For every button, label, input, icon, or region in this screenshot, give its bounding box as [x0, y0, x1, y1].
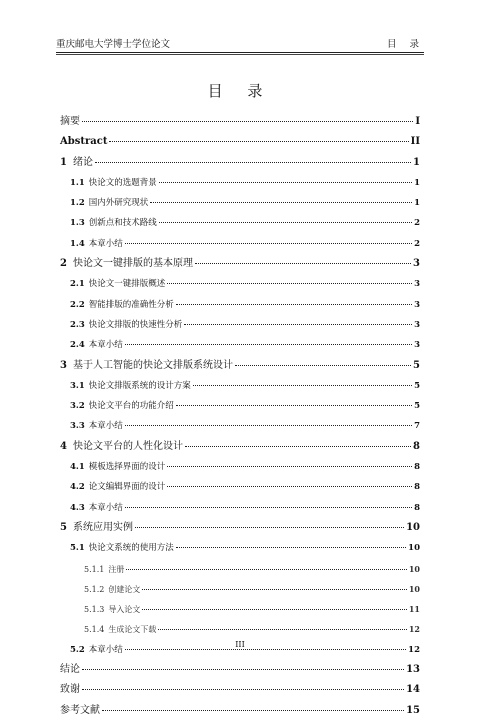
toc-entry-text: 系统应用实例	[72, 521, 133, 533]
toc-entry-label	[84, 600, 140, 620]
toc-entry-text: 注册	[108, 564, 125, 574]
toc-dot-leader	[142, 609, 407, 610]
page-title: 目 录	[207, 82, 273, 100]
toc-entry-label	[70, 193, 148, 213]
toc-entry-number: 3.3	[70, 421, 85, 432]
toc-entry-label	[70, 173, 157, 193]
toc-entry-number: 1.2	[70, 198, 85, 209]
toc-entry-label	[70, 457, 165, 477]
header-rule-thin	[56, 54, 424, 55]
toc-dot-leader	[195, 263, 411, 264]
toc-entry-text: 创建论文	[108, 584, 141, 594]
toc-dot-leader	[135, 527, 404, 528]
toc-entry-label	[70, 416, 123, 436]
toc-entry-number: 5.2	[70, 644, 85, 655]
toc-entry[interactable]	[60, 213, 420, 233]
toc-entry-label	[70, 315, 182, 335]
toc-entry-page: 13	[406, 664, 420, 676]
toc-entry-text: 本章小结	[88, 644, 123, 655]
running-header	[56, 36, 424, 50]
toc-dot-leader	[125, 507, 412, 508]
toc-entry-page: 3	[414, 279, 420, 290]
toc-dot-leader	[159, 222, 412, 223]
toc-entry-label	[60, 112, 80, 132]
toc-entry-text: Abstract	[60, 136, 108, 148]
toc-entry-number: 4.3	[70, 502, 85, 513]
toc-dot-leader	[235, 365, 411, 366]
toc-dot-leader	[158, 629, 407, 630]
toc-entry-text: 快论文排版系统的设计方案	[88, 380, 191, 391]
toc-dot-leader	[82, 669, 404, 670]
toc-entry-text: 快论文的选题背景	[88, 177, 157, 188]
toc-entry-text: 模板选择界面的设计	[88, 462, 166, 473]
toc-entry-page: 2	[414, 238, 420, 249]
toc-entry-label	[60, 132, 107, 152]
toc-entry[interactable]	[60, 193, 420, 213]
toc-entry-number: 1.3	[70, 218, 85, 229]
toc-entry-number: 5.1	[70, 543, 85, 554]
toc-entry-label	[60, 437, 183, 457]
toc-entry-label	[70, 274, 165, 294]
toc-entry-label	[70, 477, 165, 497]
toc-entry-label	[70, 213, 157, 233]
header-rule	[56, 52, 424, 53]
toc-entry-label	[70, 498, 123, 518]
toc-entry[interactable]	[60, 599, 420, 619]
toc-entry[interactable]	[60, 335, 420, 355]
toc-entry-number: 1	[60, 156, 67, 168]
toc-entry-text: 快论文一键排版的基本原理	[72, 258, 193, 270]
toc-entry-number: 1.1	[70, 177, 85, 188]
toc-entry-page: 14	[406, 684, 420, 696]
toc-entry[interactable]	[60, 498, 420, 518]
toc-entry-text: 快论文平台的功能介绍	[88, 401, 174, 412]
toc-entry-label	[70, 295, 174, 315]
toc-entry-number: 4.1	[70, 462, 85, 473]
header-university-title: 重庆邮电大学博士学位论文	[56, 39, 171, 50]
toc-entry-number: 2.2	[70, 299, 85, 310]
toc-entry-number: 2.1	[70, 279, 85, 290]
toc-entry[interactable]	[60, 680, 420, 700]
toc-entry-label	[60, 660, 80, 680]
toc-entry-page: 8	[414, 462, 420, 473]
toc-entry-page: 5	[414, 380, 420, 391]
toc-dot-leader	[184, 324, 412, 325]
toc-entry-page: 2	[414, 218, 420, 229]
toc-entry-page: 5	[414, 401, 420, 412]
toc-entry-page: 12	[408, 624, 420, 635]
toc-entry-page: 8	[414, 482, 420, 493]
toc-entry[interactable]	[60, 376, 420, 396]
toc-dot-leader	[176, 304, 412, 305]
toc-entry-page: 8	[414, 502, 420, 513]
toc-entry-text: 生成论文下载	[108, 625, 157, 635]
toc-entry[interactable]	[60, 518, 420, 538]
toc-dot-leader	[167, 486, 412, 487]
toc-entry[interactable]	[60, 660, 420, 680]
toc-entry-page: 3	[413, 258, 420, 270]
toc-entry-number: 5.1.4	[84, 625, 105, 635]
toc-entry-text: 致谢	[60, 684, 80, 696]
toc-entry-text: 快论文系统的使用方法	[88, 543, 174, 554]
toc-entry-number: 5.1.1	[84, 564, 105, 574]
toc-entry[interactable]	[60, 457, 420, 477]
toc-entry-number: 5.1.2	[84, 584, 105, 594]
toc-entry-text: 本章小结	[88, 238, 123, 249]
toc-entry[interactable]	[60, 538, 420, 558]
toc-entry-label	[84, 620, 156, 640]
toc-entry[interactable]	[60, 579, 420, 599]
toc-entry-number: 4.2	[70, 482, 85, 493]
toc-entry-text: 快论文平台的人性化设计	[72, 440, 183, 452]
toc-entry-label	[60, 356, 233, 376]
toc-entry[interactable]	[60, 153, 420, 173]
toc-dot-leader	[167, 283, 412, 284]
toc-entry-page: 3	[414, 340, 420, 351]
toc-entry[interactable]	[60, 112, 420, 132]
toc-entry-text: 快论文一键排版概述	[88, 279, 166, 290]
toc-entry[interactable]	[60, 132, 420, 152]
toc-entry[interactable]	[60, 437, 420, 457]
toc-dot-leader	[82, 689, 404, 690]
toc-entry-number: 2.3	[70, 319, 85, 330]
toc-dot-leader	[125, 344, 412, 345]
toc-entry-page: 5	[413, 359, 420, 371]
toc-entry-label	[60, 701, 100, 721]
toc-dot-leader	[159, 182, 412, 183]
toc-entry-text: 结论	[60, 664, 80, 676]
toc-entry-text: 本章小结	[88, 340, 123, 351]
toc-dot-leader	[95, 162, 411, 163]
toc-dot-leader	[125, 243, 412, 244]
toc-entry-text: 创新点和技术路线	[88, 218, 157, 229]
toc-entry-page: 3	[414, 319, 420, 330]
toc-dot-leader	[193, 385, 412, 386]
table-of-contents	[60, 112, 420, 721]
toc-dot-leader	[176, 547, 406, 548]
toc-dot-leader	[82, 121, 413, 122]
toc-entry-number: 3	[60, 359, 67, 371]
toc-entry[interactable]	[60, 701, 420, 721]
toc-entry-text: 摘要	[60, 116, 80, 127]
toc-entry-page: 1	[413, 156, 420, 168]
toc-entry-number: 2.4	[70, 340, 85, 351]
toc-entry[interactable]	[60, 477, 420, 497]
toc-entry-text: 论文编辑界面的设计	[88, 482, 166, 493]
toc-entry-page: 3	[414, 299, 420, 310]
toc-dot-leader	[150, 202, 412, 203]
toc-entry[interactable]	[60, 619, 420, 639]
toc-entry-label	[60, 254, 193, 274]
toc-dot-leader	[142, 589, 407, 590]
toc-entry-text: 绪论	[72, 156, 93, 168]
toc-entry-page: 12	[408, 644, 420, 655]
toc-entry-number: 1.4	[70, 238, 85, 249]
toc-entry-label	[70, 335, 123, 355]
toc-entry-page: 10	[406, 521, 420, 533]
toc-entry-page: I	[415, 116, 420, 127]
toc-entry[interactable]	[60, 295, 420, 315]
toc-entry-text: 导入论文	[108, 605, 141, 615]
toc-entry-label	[84, 560, 124, 580]
toc-entry-page: 10	[408, 543, 420, 554]
toc-entry-label	[70, 538, 174, 558]
toc-entry[interactable]	[60, 254, 420, 274]
toc-dot-leader	[102, 710, 404, 711]
toc-entry-number: 4	[60, 440, 67, 452]
header-section-title: 目 录	[386, 39, 424, 50]
toc-entry-number: 3.2	[70, 401, 85, 412]
toc-entry-page: 8	[413, 440, 420, 452]
toc-entry-page: 15	[406, 704, 420, 716]
toc-entry-label	[70, 396, 174, 416]
toc-dot-leader	[176, 405, 412, 406]
toc-dot-leader	[109, 141, 408, 142]
toc-entry-text: 本章小结	[88, 502, 123, 513]
toc-entry[interactable]	[60, 234, 420, 254]
toc-entry-page: 11	[408, 604, 420, 615]
toc-dot-leader	[167, 466, 412, 467]
toc-entry-text: 本章小结	[88, 421, 123, 432]
toc-entry-number: 3.1	[70, 380, 85, 391]
toc-entry-text: 快论文排版的快速性分析	[88, 319, 183, 330]
page-number: III	[235, 640, 245, 649]
toc-entry-text: 国内外研究现状	[88, 198, 149, 209]
toc-dot-leader	[126, 569, 407, 570]
toc-entry[interactable]	[60, 416, 420, 436]
toc-entry-label	[70, 234, 123, 254]
toc-entry[interactable]	[60, 396, 420, 416]
toc-entry[interactable]	[60, 356, 420, 376]
toc-dot-leader	[125, 425, 412, 426]
toc-entry-text: 智能排版的准确性分析	[88, 299, 174, 310]
toc-entry-number: 2	[60, 258, 67, 270]
toc-entry-page: 1	[414, 177, 420, 188]
toc-entry-label	[60, 680, 80, 700]
toc-entry-page: 7	[414, 421, 420, 432]
toc-entry-page: 10	[408, 563, 420, 574]
toc-entry-page: 1	[414, 198, 420, 209]
toc-entry-label	[60, 153, 93, 173]
toc-entry-text: 基于人工智能的快论文排版系统设计	[72, 359, 233, 371]
toc-entry-page: 10	[408, 583, 420, 594]
toc-entry-page: II	[410, 136, 420, 148]
toc-dot-leader	[185, 446, 411, 447]
toc-entry[interactable]	[60, 315, 420, 335]
toc-entry-number: 5	[60, 521, 67, 533]
toc-entry-text: 参考文献	[60, 704, 100, 716]
toc-entry[interactable]	[60, 274, 420, 294]
toc-entry[interactable]	[60, 559, 420, 579]
toc-entry-label	[84, 580, 140, 600]
toc-entry-label	[60, 518, 133, 538]
toc-entry[interactable]	[60, 173, 420, 193]
toc-entry-label	[70, 376, 191, 396]
toc-entry-number: 5.1.3	[84, 605, 105, 615]
